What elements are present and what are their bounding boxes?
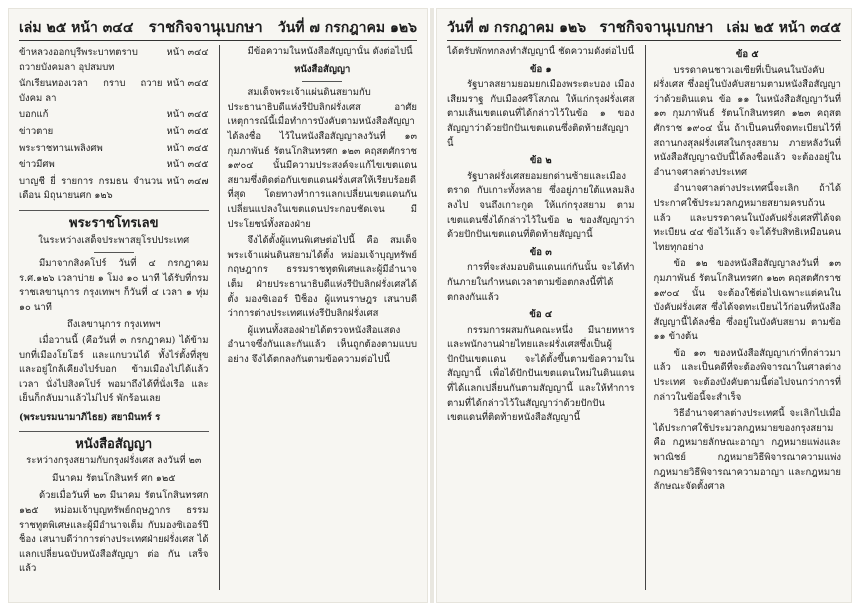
article-text: รัฐบาลสยามยอมยกเมืองพระตะบอง เมืองเสียมราฐ กับเมืองศรีโสภณ ให้แก่กรุงฝรั่งเศส ตามเส้นเขตแดนที่ได้กล่าวไว้ในข้อ ๑ ของสัญญาว่าด้วยปักปันเขตแดนซึ่งติดท้ายสัญญานี้: [447, 79, 635, 149]
telegram-paragraph: เมื่อวานนี้ (คือวันที่ ๓ กรกฎาคม) ได้ข้ามบกที่เมืองโยโฮร์ และแกบวนได้ ทั้งไร่ตั้งที่สุข และอยู่ใกล้เคียงไปร์บอก ข้ามเมืองไปได้แล้วเวลา นั่งไปสิงคโปร์ พอมาถึงได้ที่นั่งเรือ และเย็นก็กลับมาแล้วไม่ไปร์ พักร้อนเลย: [19, 335, 209, 405]
toc-page: หน้า ๓๔๕: [166, 78, 209, 90]
section-subtitle-treaty-date: มีนาคม รัตนโกสินทร์ ศก ๑๒๕: [52, 472, 176, 484]
article-heading: ข้อ ๓: [529, 246, 552, 258]
article-heading: ข้อ ๑: [529, 63, 552, 75]
right-page-header: [447, 17, 841, 41]
article-text: วิธีอำนาจศาลต่างประเทศนี้ จะเลิกไปเมื่อได้ประกาศใช้ประมวลกฎหมายของกรุงสยาม คือ กฎหมายลักษณะอาญา กฎหมายแพ่งและพาณิชย์ กฎหมายวิธีพิจารณาความแพ่ง กฎหมายวิธีพิจารณาความอาญา และกฎหมายลักษณะจัดตั้งศาล: [653, 408, 841, 493]
right-header-volume: เล่ม ๒๕ หน้า ๓๔๕: [726, 20, 841, 36]
article-text: รัฐบาลฝรั่งเศสยอมยกด่านซ้ายและเมืองตราด กับเกาะทั้งหลาย ซึ่งอยู่ภายใต้แหลมลิงลงไป จนถึงเกาะกูด ให้แก่กรุงสยาม ตามเขตแดนซึ่งได้กล่าวไว้ในข้อ ๒ ของสัญญาว่าด้วยปักปันเขตแดนที่ติดท้ายสัญญานี้: [447, 170, 635, 241]
left-page-column-2: [219, 45, 418, 590]
toc-page: หน้า ๓๔๕: [166, 142, 209, 154]
right-page: [436, 8, 852, 603]
telegram-signature: (พระบรมนามาภิไธย) สยามินทร์ ร: [19, 412, 161, 424]
toc-title: ข้าหลวงออกบุรีพระบาทตราบ ถวายบังคมลา อุปสมบท: [19, 47, 138, 73]
treaty-intro: มีข้อความในหนังสือสัญญานั้น ดังต่อไปนี้: [247, 46, 413, 57]
toc-row: [19, 107, 209, 124]
toc-row: [19, 141, 209, 158]
article-text: ข้อ ๑๒ ของหนังสือสัญญาลงวันที่ ๑๓ กุมภาพันธ์ รัตนโกสินทรศก ๑๒๓ คฤสตศักราช ๑๙๐๔ นั้น จะต้องใช้ต่อไปเฉพาะแต่คนในบังคับฝรั่งเศส ซึ่งได้จดทะเบียนไว้ก่อนที่หนังสือสัญญานี้ได้ลงชื่อ ซึ่งอยู่ในบังคับสยาม ตามข้อ ๑๑ ข้างต้น: [653, 258, 841, 343]
toc-row: [19, 45, 209, 76]
toc-title: นักเรียนทองเวลา กราบ ถวาย บังคม ลา: [19, 78, 163, 104]
toc-title: บอกแก้: [19, 109, 49, 121]
left-page-column-1: [19, 45, 209, 590]
telegram-paragraph: มีมาจากสิงคโปร์ วันที่ ๔ กรกฎาคม ร.ศ.๑๒๖ เวลาบ่าย ๑ โมง ๑๐ นาที ได้รับที่กรมราชเลขานุการ กรุงเทพฯ ก็วันที่ ๔ เวลา ๑ ทุ่ม ๑๐ นาที: [19, 258, 209, 313]
toc-title: พระราชทานเพลิงศพ: [19, 142, 103, 154]
treaty-heading: หนังสือสัญญา: [294, 63, 351, 75]
toc-row: [19, 174, 209, 205]
treaty-paragraph: จึงได้ตั้งผู้แทนพิเศษต่อไปนี้ คือ สมเด็จพระเจ้าแผ่นดินสยามได้ตั้ง หม่อมเจ้าบุญทรัพย์กฤษฎากร ธรรมราชทูตพิเศษและผู้มีอำนาจเต็ม ฝ่ายประธานาธิบดีแห่งรีปับลิกฝรั่งเศสได้ตั้ง มองซิเออร์ ปีช็อง ผู้แทนราษฎร เสนาบดีว่าการต่างประเทศแห่งรีปับลิกฝรั่งเศส: [227, 235, 417, 320]
treaty-paragraph: ผู้แทนทั้งสองฝ่ายได้ตรวจหนังสือแสดงอำนาจซึ่งกันและกันแล้ว เห็นถูกต้องตามแบบอย่าง จึงได้ตกลงกันตามข้อความต่อไปนี้: [227, 324, 417, 365]
toc-row: [19, 124, 209, 141]
toc-title: ข่าวตาย: [19, 125, 54, 137]
left-header-date: วันที่ ๗ กรกฎาคม ๑๒๖: [277, 20, 417, 36]
article-heading: ข้อ ๒: [529, 155, 552, 167]
article-text: ได้ตรับพักทกลงทำสัญญานี้ ชัดความดังต่อไปนี้: [447, 46, 635, 57]
left-header-title: ราชกิจจานุเบกษา: [148, 18, 263, 36]
left-page-header: [19, 17, 417, 41]
article-text: การที่จะส่งมอบดินแดนแก่กันนั้น จะได้ทำกันภายในกำหนดเวลาตามข้อตกลงนี้ที่ได้ตกลงกันแล้ว: [447, 262, 635, 303]
section-subtitle-telegram: ในระหว่างเสด็จประพาสยุโรปประเทศ: [38, 234, 190, 246]
telegram-addressee: ถึงเลขานุการ กรุงเทพฯ: [66, 318, 161, 330]
toc-title: บาญชี ยี่ รายการ กรมธน จำนวน เดือน มิถุนายนศก ๑๒๖: [19, 175, 163, 202]
article-heading: ข้อ ๔: [529, 309, 553, 321]
toc-page: หน้า ๓๔๔: [166, 47, 209, 58]
divider: [302, 81, 342, 82]
divider: [94, 252, 134, 253]
treaty-paragraph: สมเด็จพระเจ้าแผ่นดินสยามกับประธานาธิบดีแห่งรีปับลิกฝรั่งเศส อาศัยเหตุการณ์นี้เมื่อทำการบังคับตามหนังสือสัญญา ได้ลงชื่อ ไว้ในหนังสือสัญญาลงวันที่ ๑๓ กุมภาพันธ์ รัตนโกสินทรศก ๑๒๓ คฤสตศักราช ๑๙๐๔ นั้นมีความประสงค์จะแก้ไขเขตแดนสยามซึ่งติดต่อกับเขตแดนฝรั่งเศสให้เรียบร้อยดีที่สุด โดยทางทำการแลกเปลี่ยนเขตแดนกันเปลี่ยนแปลงในเขตแดนประกอบชัดเจน มีประโยชน์ทั้งสองฝ่าย: [227, 87, 417, 230]
article-text: บรรดาคนชาวเอเซียที่เป็นคนในบังคับฝรั่งเศส ซึ่งอยู่ในบังคับสยามตามหนังสือสัญญาว่าด้วยดินแดน ข้อ ๑๑ ในหนังสือสัญญาวันที่ ๑๓ กุมภาพันธ์ รัตนโกสินทรศก ๑๒๓ คฤสตศักราช ๑๙๐๔ นั้น ถ้าเป็นคนที่จดทะเบียนไว้ที่สถานกงสุลฝรั่งเศสในกรุงสยาม ภายหลังวันที่หนังสือสัญญาฉบับนี้ได้ลงชื่อแล้ว จะต้องอยู่ในอำนาจศาลต่างประเทศ: [653, 64, 841, 178]
right-page-column-1: [447, 45, 635, 590]
toc-row: [19, 157, 209, 174]
left-page: [8, 8, 428, 603]
article-heading: ข้อ ๕: [735, 49, 759, 60]
treaty-paragraph: ด้วยเมื่อวันที่ ๒๓ มีนาคม รัตนโกสินทรศก ๑๒๕ หม่อมเจ้าบุญทรัพย์กฤษฎากร ธรรมราชทูตพิเศษและผู้มีอำนาจเต็ม กับมองซิเออร์ปีช็อง เสนาบดีว่าการต่างประเทศฝ่ายฝรั่งเศส ได้แลกเปลี่ยนฉบับหนังสือสัญญา ต่อ กัน เสร็จ แล้ว: [19, 490, 209, 575]
page-gutter: [430, 8, 434, 603]
article-text: กรรมการผสมกันคณะหนึ่ง มีนายทหารและพนักงานฝ่ายไทยและฝรั่งเศสซึ่งเป็นผู้ปักปันเขตแดน จะได้ตั้งขึ้นตามข้อความในสัญญานี้ เพื่อได้ปักปันเขตแดนใหม่ในดินแดนที่ได้แลกเปลี่ยนกันตามสัญญานี้ และให้ทำการตามที่ได้กล่าวไว้ในสัญญาว่าด้วยปักปันเขตแดนที่ติดท้ายหนังสือสัญญานี้: [447, 324, 635, 424]
right-header-date: วันที่ ๗ กรกฎาคม ๑๒๖: [447, 20, 587, 36]
section-title-treaty: หนังสือสัญญา: [75, 436, 153, 452]
article-text: อำนาจศาลต่างประเทศนี้จะเลิก ถ้าได้ประกาศใช้ประมวลกฎหมายสยามครบถ้วนแล้ว และบรรดาคนในบังคับฝรั่งเศสที่ได้จดทะเบียน ๔๔ ข้อไว้แล้ว จะได้รับสิทธิเหมือนคนไทยทุกอย่าง: [653, 183, 841, 253]
section-subtitle-treaty: ระหว่างกรุงสยามกับกรุงฝรั่งเศส ลงวันที่ ๒๓: [26, 455, 202, 467]
section-title-telegram: พระราชโทรเลข: [69, 215, 159, 231]
article-text: ข้อ ๑๓ ของหนังสือสัญญาเก่าที่กล่าวมาแล้ว และเป็นคดีที่จะต้องพิจารณาในศาลต่างประเทศ จะต้องบังคับตามนี้ต่อไปจนกว่าการที่กล่าวในข้อนี้จะสำเร็จ: [653, 347, 841, 403]
toc-title: ข่าวมีศพ: [19, 159, 55, 171]
toc-page: หน้า ๓๔๕: [166, 159, 209, 171]
toc-page: หน้า ๓๔๗: [166, 175, 209, 187]
toc-page: หน้า ๓๔๕: [166, 109, 209, 121]
table-of-contents: [19, 45, 209, 205]
toc-row: [19, 76, 209, 107]
right-header-title: ราชกิจจานุเบกษา: [599, 18, 714, 36]
right-page-column-2: [645, 45, 842, 590]
toc-page: หน้า ๓๔๕: [166, 125, 209, 137]
left-header-volume: เล่ม ๒๕ หน้า ๓๔๔: [19, 20, 134, 36]
divider: [19, 431, 209, 432]
divider: [19, 210, 209, 211]
